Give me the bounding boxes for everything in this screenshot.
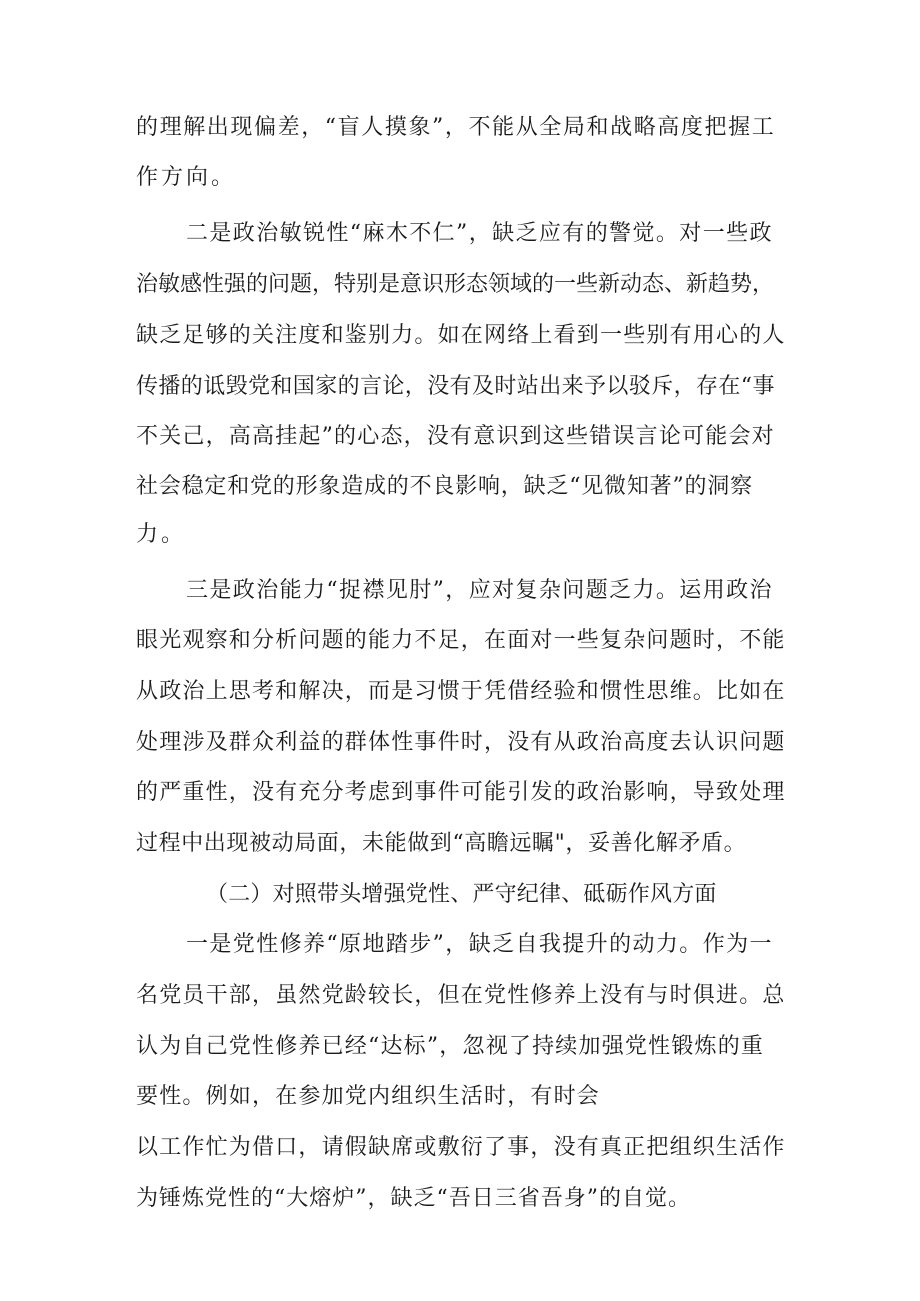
text-line-10: 三是政治能力“捉襟见肘”，应对复杂问题乏力。运用政治 <box>186 578 773 603</box>
text-line-22: 为锤炼党性的“大熔炉”，缺乏“吾日三省吾身”的自觉。 <box>136 1186 691 1211</box>
section-heading: （二）对照带头增强党性、严守纪律、砥砺作风方面 <box>206 882 717 907</box>
text-line-17: 一是党性修养“原地踏步”，缺乏自我提升的动力。作为一 <box>186 932 773 957</box>
text-line-2: 作方向。 <box>136 165 237 190</box>
text-line-13: 处理涉及群众利益的群体性事件时，没有从政治高度去认识问题 <box>136 730 786 755</box>
text-line-15: 过程中出现被动局面，未能做到“高瞻远瞩"，妥善化解矛盾。 <box>136 831 747 856</box>
text-line-9: 力。 <box>136 522 187 547</box>
text-line-14: 的严重性，没有充分考虑到事件可能引发的政治影响，导致处理 <box>136 780 786 805</box>
text-line-20: 要性。例如，在参加党内组织生活时，有时会 <box>136 1084 601 1109</box>
text-line-6: 传播的诋毁党和国家的言论，没有及时站出来予以驳斥，存在“事 <box>136 374 775 399</box>
text-line-7: 不关己，高高挂起”的心态，没有意识到这些错误言论可能会对 <box>136 424 775 449</box>
text-line-3: 二是政治敏锐性“麻木不仁”，缺乏应有的警觉。对一些政 <box>186 221 773 246</box>
text-line-19: 认为自己党性修养已经“达标”，忽视了持续加强党性锻炼的重 <box>136 1034 765 1059</box>
text-line-4: 治敏感性强的问题，特别是意识形态领域的一些新动态、新趋势， <box>136 272 775 297</box>
text-line-11: 眼光观察和分析问题的能力不足，在面对一些复杂问题时，不能 <box>136 628 786 653</box>
text-line-1: 的理解出现偏差，“盲人摸象”，不能从全局和战略高度把握工 <box>136 115 776 140</box>
text-line-8: 社会稳定和党的形象造成的不良影响，缺乏“见微知著”的洞察 <box>136 474 753 499</box>
text-line-21: 以工作忙为借口，请假缺席或敷衍了事，没有真正把组织生活作 <box>136 1135 786 1160</box>
text-line-5: 缺乏足够的关注度和鉴别力。如在网络上看到一些别有用心的人 <box>136 323 786 348</box>
text-line-18: 名党员干部，虽然党龄较长，但在党性修养上没有与时俱进。总 <box>136 983 786 1008</box>
text-line-12: 从政治上思考和解决，而是习惯于凭借经验和惯性思维。比如在 <box>136 679 786 704</box>
